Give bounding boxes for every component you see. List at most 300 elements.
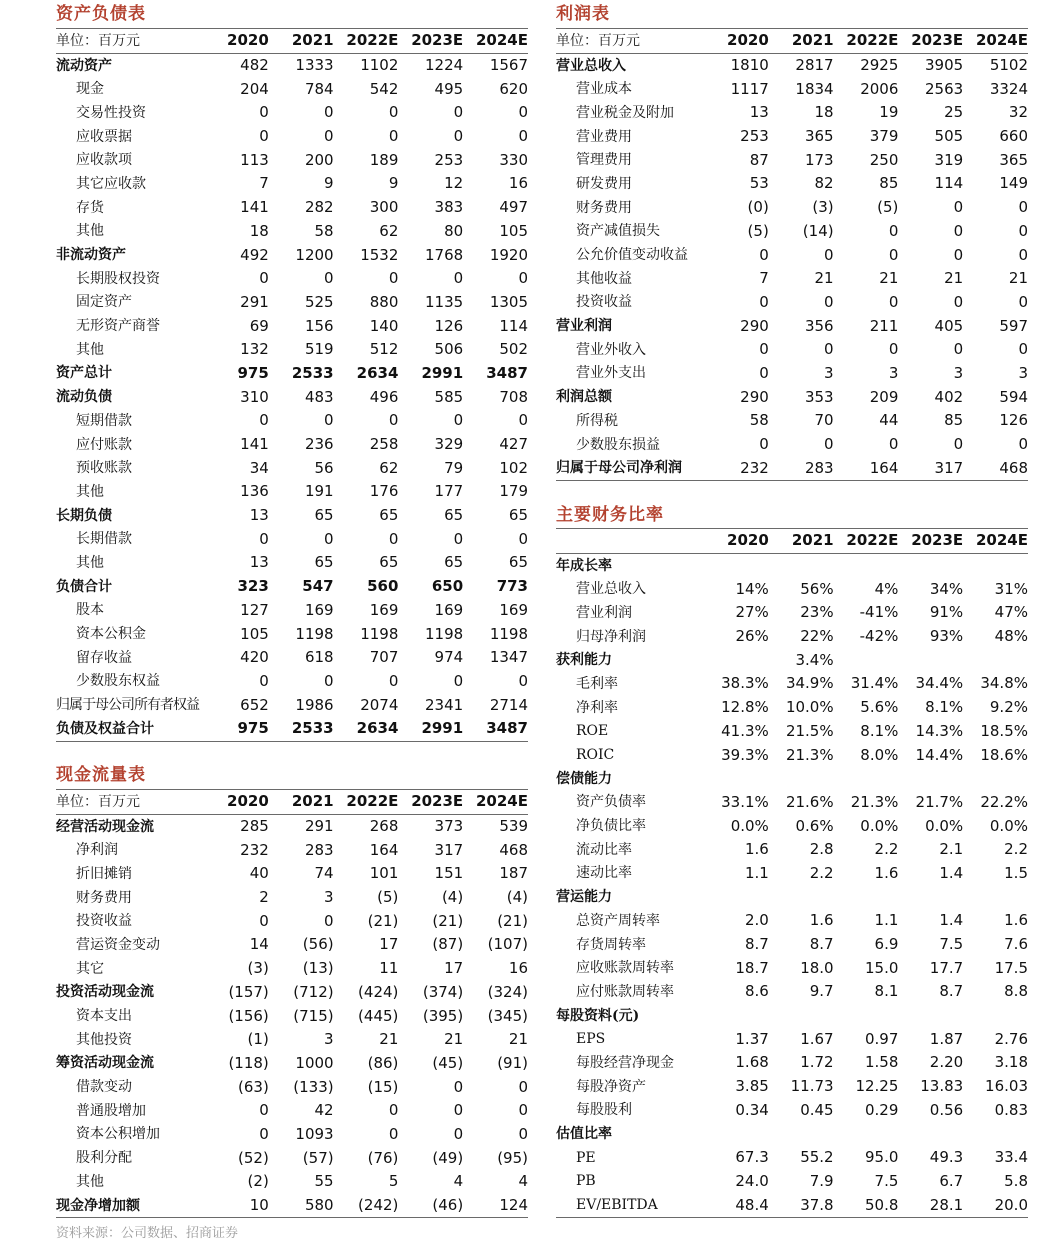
row-label: 留存收益 [76, 649, 132, 666]
cell-value: (3) [247, 959, 269, 978]
row-label: 股本 [76, 602, 104, 619]
cell-value: 22.2% [980, 792, 1028, 811]
table-row [56, 433, 528, 457]
row-label: 应收票据 [76, 128, 132, 145]
table-row [56, 172, 528, 196]
table-row [56, 670, 528, 694]
row-label: 负债合计 [56, 578, 112, 595]
cell-value: 250 [869, 150, 899, 169]
cell-value: 282 [304, 198, 334, 217]
cell-value: (49) [432, 1148, 464, 1167]
cell-value: 65 [379, 553, 399, 572]
cell-value: 127 [240, 600, 269, 619]
cell-value: 9.2% [989, 698, 1028, 717]
cell-value: 3 [888, 363, 899, 382]
table-row [556, 553, 1028, 577]
cell-value: 21 [814, 269, 834, 288]
cell-value: 8.8 [1004, 982, 1028, 1001]
row-label: 资产总计 [56, 365, 112, 382]
unit-label: 单位：百万元 [56, 29, 204, 54]
cell-value: 0 [518, 529, 528, 548]
cell-value: 0 [388, 529, 399, 548]
table-row [556, 53, 1028, 77]
cell-value: 2 [259, 888, 269, 907]
cell-value: 1305 [489, 292, 528, 311]
cell-value: 62 [379, 221, 399, 240]
cell-value: 3905 [925, 56, 964, 75]
cell-value: 0 [518, 103, 528, 122]
cell-value: 21 [944, 269, 964, 288]
cell-value: 708 [499, 387, 528, 406]
row-label: 应付账款周转率 [576, 983, 674, 1000]
cell-value: 497 [499, 198, 528, 217]
cell-value: 1224 [425, 56, 464, 75]
row-label: 普通股增加 [76, 1102, 146, 1119]
cell-value: 1.6 [809, 911, 834, 930]
row-label: 少数股东损益 [576, 436, 660, 453]
table-row [556, 267, 1028, 291]
cell-value: 101 [369, 864, 399, 883]
cell-value: 880 [369, 292, 399, 311]
cell-value: 547 [302, 577, 334, 596]
cell-value: 283 [769, 456, 834, 480]
row-label: 少数股东权益 [76, 673, 160, 690]
year-header: 2022E [834, 29, 899, 54]
table-row [556, 909, 1028, 933]
cell-value: 0 [953, 221, 964, 240]
table-row [56, 551, 528, 575]
cell-value: 2533 [291, 363, 334, 382]
table-row [56, 1146, 528, 1170]
cell-value: 87 [749, 150, 769, 169]
row-label: 营业利润 [556, 318, 612, 335]
table-row [556, 77, 1028, 101]
cell-value: 0 [1018, 221, 1028, 240]
table-row [56, 220, 528, 244]
cell-value: 1333 [295, 56, 334, 75]
cell-value: 2925 [860, 56, 899, 75]
cell-value: 512 [369, 340, 399, 359]
cell-value: 156 [304, 316, 334, 335]
year-header: 2021 [269, 29, 334, 54]
cell-value: 33.1% [721, 792, 769, 811]
cell-value [963, 648, 1028, 672]
cell-value: 42 [314, 1101, 334, 1120]
cell-value: 114 [934, 174, 964, 193]
cell-value: 17.5 [994, 958, 1028, 977]
cell-value [898, 648, 963, 672]
cell-value: 3 [953, 363, 964, 382]
row-label: 速动比率 [576, 865, 632, 882]
cell-value: 13 [749, 103, 769, 122]
cell-value: 707 [369, 648, 399, 667]
cell-value: 38.3% [721, 674, 769, 693]
cell-value: 3487 [486, 363, 528, 382]
cell-value: 492 [240, 245, 269, 264]
cell-value: 379 [869, 127, 899, 146]
table-row [556, 1075, 1028, 1099]
cell-value: 236 [304, 435, 334, 454]
cell-value: 28.1 [898, 1193, 963, 1217]
cell-value: 8.1% [860, 721, 899, 740]
cell-value: 2.20 [929, 1053, 964, 1072]
cell-value: 0.45 [800, 1100, 834, 1119]
cell-value: 10.0% [785, 698, 834, 717]
cell-value: 62 [379, 458, 399, 477]
cell-value: 2341 [425, 695, 464, 714]
cell-value: 0 [259, 529, 269, 548]
cell-value [834, 648, 899, 672]
row-label: 净利润 [76, 842, 118, 859]
cell-value: 506 [434, 340, 464, 359]
cell-value: (118) [228, 1053, 269, 1072]
cell-value: 65 [314, 506, 334, 525]
cell-value: 11 [379, 959, 399, 978]
table-row [556, 625, 1028, 649]
table-row [56, 838, 528, 862]
table-row [56, 125, 528, 149]
cell-value: 291 [304, 817, 334, 836]
table-row [56, 981, 528, 1005]
cell-value: 12.25 [855, 1077, 899, 1096]
cell-value: (374) [422, 982, 464, 1001]
row-label: 负债及权益合计 [56, 717, 204, 741]
row-label: EPS [576, 1031, 606, 1048]
table-row [556, 1193, 1028, 1217]
row-label: 长期借款 [76, 531, 132, 548]
cell-value: 0 [259, 1101, 269, 1120]
cell-value: 169 [304, 600, 334, 619]
cell-value: (324) [487, 982, 528, 1001]
cell-value: 0 [259, 911, 269, 930]
row-label: 资产减值损失 [576, 223, 660, 240]
cell-value: 34.8% [980, 674, 1028, 693]
cell-value: 16 [508, 959, 528, 978]
cell-value: 975 [204, 717, 269, 741]
row-label: 应收账款周转率 [576, 960, 674, 977]
cell-value: 7.6 [1004, 935, 1028, 954]
row-label: 股利分配 [76, 1150, 132, 1167]
row-label: 其他投资 [76, 1031, 132, 1048]
cell-value: (21) [432, 911, 464, 930]
year-header: 2023E [898, 29, 963, 54]
table-row [56, 1194, 528, 1218]
table-row [556, 409, 1028, 433]
table-row [556, 720, 1028, 744]
cell-value: 124 [463, 1194, 528, 1218]
cell-value: 0.6% [795, 816, 834, 835]
cell-value: 329 [434, 435, 464, 454]
cell-value: 2.2 [809, 863, 834, 882]
cell-value: 187 [499, 864, 528, 883]
cell-value: (13) [302, 959, 334, 978]
cell-value: 0.56 [929, 1100, 964, 1119]
cell-value: 44 [879, 411, 899, 430]
row-label: EV/EBITDA [556, 1193, 704, 1217]
ratios-table [556, 528, 1028, 1218]
cell-value: 356 [804, 316, 834, 335]
row-label: 毛利率 [576, 675, 618, 692]
cell-value: 0.0% [989, 816, 1028, 835]
table-row [556, 767, 1028, 791]
row-label: 投资活动现金流 [56, 984, 154, 1001]
cell-value: (445) [358, 1006, 399, 1025]
row-label: 流动比率 [576, 841, 632, 858]
cell-value: 0 [888, 221, 899, 240]
table-row [56, 1028, 528, 1052]
row-label: 资本公积金 [76, 626, 146, 643]
cell-value: 1.68 [735, 1053, 769, 1072]
cell-value: 9 [388, 174, 399, 193]
cell-value: 2.2 [1004, 840, 1028, 859]
row-label: 应收款项 [76, 152, 132, 169]
cell-value [963, 1122, 1028, 1146]
unit-label: 单位：百万元 [556, 29, 704, 54]
table-row [556, 1051, 1028, 1075]
table-row [56, 148, 528, 172]
cell-value: 3 [824, 363, 834, 382]
cell-value: 21.3% [785, 745, 834, 764]
year-header: 2021 [769, 29, 834, 54]
cell-value: 200 [304, 150, 334, 169]
cell-value [769, 767, 834, 791]
cell-value: 2817 [795, 56, 834, 75]
row-label: 净利率 [576, 699, 618, 716]
cell-value: 0 [453, 1101, 464, 1120]
row-label: 其他 [76, 341, 104, 358]
cell-value: 8.7 [744, 935, 769, 954]
cell-value: 102 [499, 458, 528, 477]
row-label: 所得税 [576, 412, 618, 429]
cell-value: 0 [388, 1101, 399, 1120]
table-row [56, 409, 528, 433]
cell-value: 317 [898, 456, 963, 480]
cell-value: 3324 [989, 79, 1028, 98]
cell-value [963, 553, 1028, 577]
cell-value: 283 [304, 840, 334, 859]
cell-value: 0 [759, 363, 769, 382]
row-label: 营业总收入 [576, 581, 646, 598]
cell-value: 427 [499, 435, 528, 454]
cell-value: 32 [1008, 103, 1028, 122]
cell-value: 1102 [360, 56, 399, 75]
row-label: 营业利润 [576, 604, 632, 621]
cell-value: 0 [453, 103, 464, 122]
year-header: 2021 [269, 790, 334, 815]
cell-value: 15.0 [864, 958, 899, 977]
row-label: 营业外支出 [576, 365, 646, 382]
cell-value: 24.0 [735, 1171, 769, 1190]
table-row [56, 814, 528, 838]
cell-value: 82 [814, 174, 834, 193]
cell-value [704, 1004, 769, 1028]
cell-value: 14.4% [915, 745, 964, 764]
cell-value: (133) [293, 1077, 334, 1096]
table-row [556, 1146, 1028, 1170]
cash-flow-title: 现金流量表 [56, 765, 146, 785]
row-label: 长期负债 [56, 507, 112, 524]
cell-value: (63) [238, 1077, 269, 1096]
table-row [56, 385, 528, 409]
table-row [56, 77, 528, 101]
row-label: 长期股权投资 [76, 270, 160, 287]
cell-value: 65 [314, 553, 334, 572]
cell-value: 0 [518, 1101, 528, 1120]
cell-value: 48% [994, 627, 1028, 646]
row-label: 每股净资产 [576, 1078, 646, 1095]
cell-value: 1.87 [929, 1029, 964, 1048]
cell-value: 6.9 [874, 935, 899, 954]
cell-value: 0 [1018, 340, 1028, 359]
cell-value: (395) [422, 1006, 464, 1025]
cell-value: 258 [369, 435, 399, 454]
cell-value: 373 [434, 817, 464, 836]
cell-value: 8.1 [874, 982, 899, 1001]
cell-value: 1347 [489, 648, 528, 667]
cell-value: 0.34 [735, 1100, 769, 1119]
table-row [556, 338, 1028, 362]
cell-value: 1200 [295, 245, 334, 264]
cell-value: (4) [441, 888, 464, 907]
cell-value: 1768 [425, 245, 464, 264]
unit-label: 单位：百万元 [56, 790, 204, 815]
table-row [56, 267, 528, 291]
cell-value: 0 [953, 245, 964, 264]
cell-value: 1532 [360, 245, 399, 264]
cell-value: 0 [888, 292, 899, 311]
table-row [56, 362, 528, 386]
cell-value: 14% [735, 579, 769, 598]
cell-value: 113 [240, 150, 269, 169]
income-statement-table [556, 28, 1028, 481]
table-row [556, 314, 1028, 338]
cell-value: (87) [432, 935, 464, 954]
year-header: 2023E [398, 790, 463, 815]
cell-value [834, 1122, 899, 1146]
row-label: 归母净利润 [576, 628, 646, 645]
cell-value: 105 [499, 221, 528, 240]
cell-value: 0 [759, 292, 769, 311]
cell-value: 25 [944, 103, 964, 122]
cell-value: 2563 [925, 79, 964, 98]
cell-value: 5.8 [1004, 1171, 1028, 1190]
cell-value: 0 [888, 340, 899, 359]
cell-value: 91% [929, 603, 964, 622]
row-label: 投资收益 [76, 913, 132, 930]
cell-value: 3 [324, 888, 334, 907]
cell-value: 136 [240, 482, 269, 501]
cell-value: 1.37 [735, 1029, 769, 1048]
cell-value: 211 [869, 316, 899, 335]
cell-value: 2634 [334, 717, 399, 741]
table-row [556, 838, 1028, 862]
cell-value: 39.3% [721, 745, 769, 764]
cell-value: 0.83 [994, 1100, 1028, 1119]
cell-value: 1198 [489, 624, 528, 643]
cell-value: 0 [759, 245, 769, 264]
cell-value: 542 [369, 79, 399, 98]
row-label: 估值比率 [556, 1126, 612, 1143]
row-label: 营业税金及附加 [576, 104, 674, 121]
cell-value: 177 [434, 482, 464, 501]
cell-value: 1.67 [800, 1029, 834, 1048]
cell-value: 140 [369, 316, 399, 335]
table-row [556, 743, 1028, 767]
cell-value: 353 [804, 387, 834, 406]
cell-value: 365 [999, 150, 1028, 169]
cell-value: 383 [434, 198, 464, 217]
cell-value: 0 [759, 435, 769, 454]
cell-value: 560 [367, 577, 399, 596]
cell-value: 0 [324, 103, 334, 122]
cell-value: 49.3 [929, 1148, 964, 1167]
cell-value: 1810 [730, 56, 769, 75]
cell-value: (5) [377, 888, 399, 907]
cell-value [769, 1004, 834, 1028]
cell-value: 0 [324, 127, 334, 146]
cell-value: 2714 [489, 695, 528, 714]
cell-value: 2533 [269, 717, 334, 741]
cell-value: (712) [293, 982, 334, 1001]
table-row [56, 646, 528, 670]
row-label: 资本公积增加 [76, 1126, 160, 1143]
cell-value: 3.85 [735, 1077, 769, 1096]
table-row [56, 599, 528, 623]
cell-value: 41.3% [721, 721, 769, 740]
cell-value: (46) [398, 1194, 463, 1218]
cell-value [963, 767, 1028, 791]
cell-value: 7 [759, 269, 769, 288]
cell-value: (242) [334, 1194, 399, 1218]
cell-value: (424) [358, 982, 399, 1001]
cell-value: 597 [999, 316, 1028, 335]
cell-value: 55 [314, 1172, 334, 1191]
cell-value [704, 553, 769, 577]
cell-value: 0 [324, 411, 334, 430]
cell-value: 55.2 [800, 1148, 834, 1167]
cell-value: (52) [238, 1148, 269, 1167]
cell-value: 47% [994, 603, 1028, 622]
table-row [56, 717, 528, 741]
cell-value: 1.1 [874, 911, 899, 930]
header-row [556, 29, 1028, 54]
cell-value: 285 [240, 817, 269, 836]
cell-value: 4 [453, 1172, 464, 1191]
cell-value: 7.5 [939, 935, 964, 954]
cell-value: 483 [304, 387, 334, 406]
cell-value: 0 [453, 529, 464, 548]
cell-value: 0 [388, 103, 399, 122]
cell-value: 1567 [489, 56, 528, 75]
header-row [56, 29, 528, 54]
cell-value: 56% [800, 579, 834, 598]
row-label: 获利能力 [556, 652, 612, 669]
cell-value: 290 [740, 387, 769, 406]
cell-value: 13 [249, 506, 269, 525]
cell-value: 8.7 [809, 935, 834, 954]
cell-value: (0) [747, 198, 769, 217]
cell-value: 652 [240, 695, 269, 714]
row-label: 营运能力 [556, 889, 612, 906]
cell-value: 0 [388, 671, 399, 690]
cell-value: 21 [879, 269, 899, 288]
cell-value: 975 [237, 363, 269, 382]
cell-value: 48.4 [704, 1193, 769, 1217]
cell-value: 173 [804, 150, 834, 169]
cell-value: 268 [369, 817, 399, 836]
row-label: PB [576, 1173, 596, 1190]
table-row [556, 1170, 1028, 1194]
